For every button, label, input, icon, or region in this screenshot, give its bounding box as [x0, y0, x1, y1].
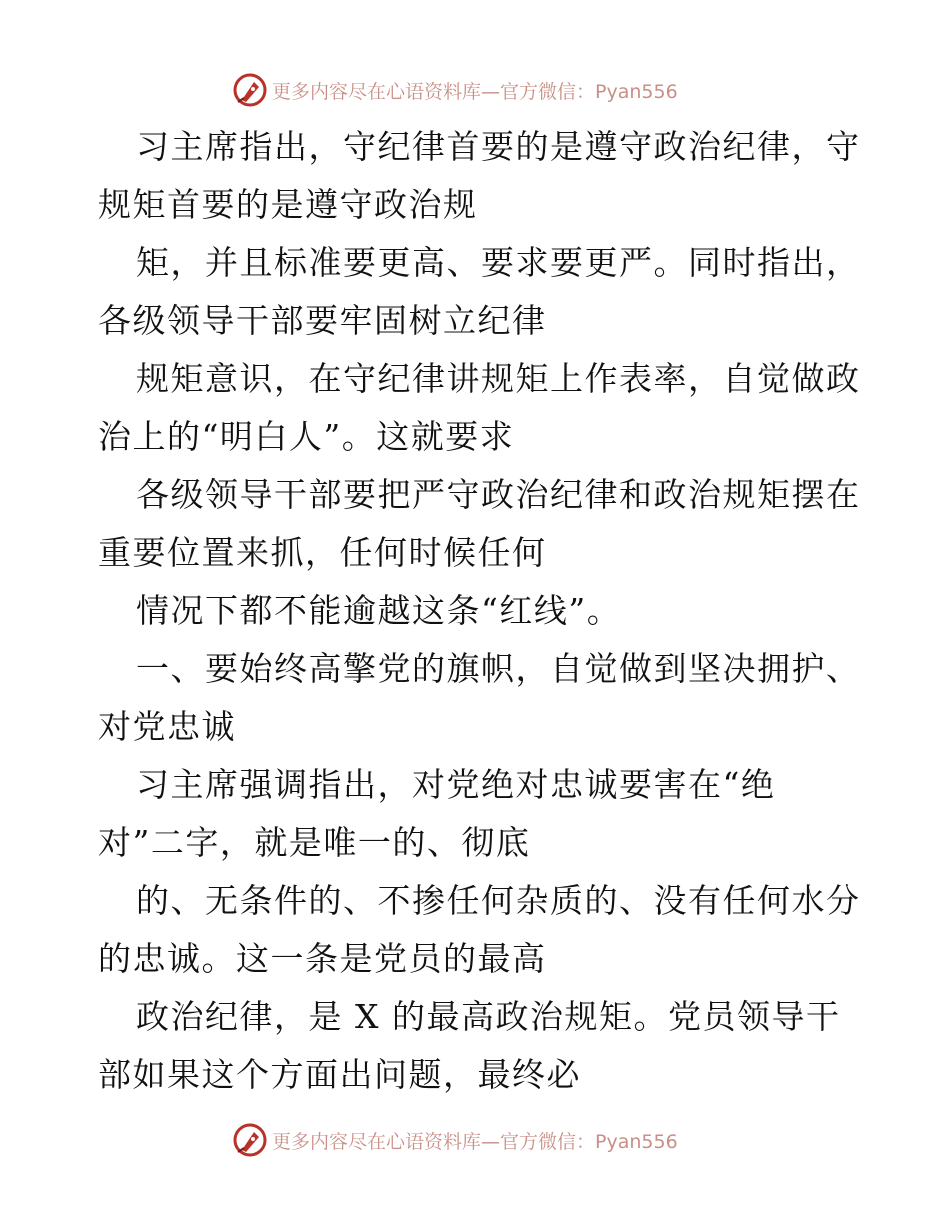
- footer-banner: [232, 1120, 678, 1160]
- paragraph-line: 习主席强调指出，对党绝对忠诚要害在“绝: [136, 765, 776, 804]
- header-banner-label: 更多内容尽在心语资料库—官方微信：: [272, 80, 596, 103]
- paragraph-line: 治上的“明白人”。这就要求: [98, 417, 515, 456]
- pen-nib-logo-icon: [232, 72, 268, 108]
- footer-banner-label: 更多内容尽在心语资料库—官方微信：: [272, 1130, 596, 1153]
- footer-banner-text: [272, 1127, 678, 1154]
- paragraph-line: 规矩意识，在守纪律讲规矩上作表率，自觉做政: [136, 359, 861, 398]
- header-banner: [232, 70, 678, 110]
- paragraph-line: 部如果这个方面出问题，最终必: [98, 1055, 581, 1094]
- paragraph-line: 矩，并且标准要更高、要求要更严。同时指出，: [136, 243, 861, 282]
- paragraph-line: 的、无条件的、不掺任何杂质的、没有任何水分: [136, 881, 861, 920]
- paragraph-line: 的忠诚。这一条是党员的最高: [98, 939, 547, 978]
- paragraph-line: 对”二字，就是唯一的、彻底: [98, 823, 531, 862]
- paragraph-line: 政治纪律，是 X 的最高政治规矩。党员领导干: [136, 997, 841, 1036]
- paragraph-line: 规矩首要的是遵守政治规: [98, 185, 478, 224]
- paragraph-line: 情况下都不能逾越这条“红线”。: [136, 591, 622, 630]
- paragraph-line: 各级领导干部要把严守政治纪律和政治规矩摆在: [136, 475, 861, 514]
- footer-banner-handle: Pyan556: [595, 1130, 678, 1153]
- document-body: [98, 118, 868, 1104]
- paragraph-line: 各级领导干部要牢固树立纪律: [98, 301, 547, 340]
- header-banner-text: [272, 77, 678, 104]
- section-heading-line: 一、要始终高擎党的旗帜，自觉做到坚决拥护、: [136, 649, 861, 688]
- paragraph-line: 重要位置来抓，任何时候任何: [98, 533, 547, 572]
- section-heading-line: 对党忠诚: [98, 707, 236, 746]
- pen-nib-logo-icon: [232, 1122, 268, 1158]
- header-banner-handle: Pyan556: [595, 80, 678, 103]
- paragraph-line: 习主席指出，守纪律首要的是遵守政治纪律，守: [136, 127, 861, 166]
